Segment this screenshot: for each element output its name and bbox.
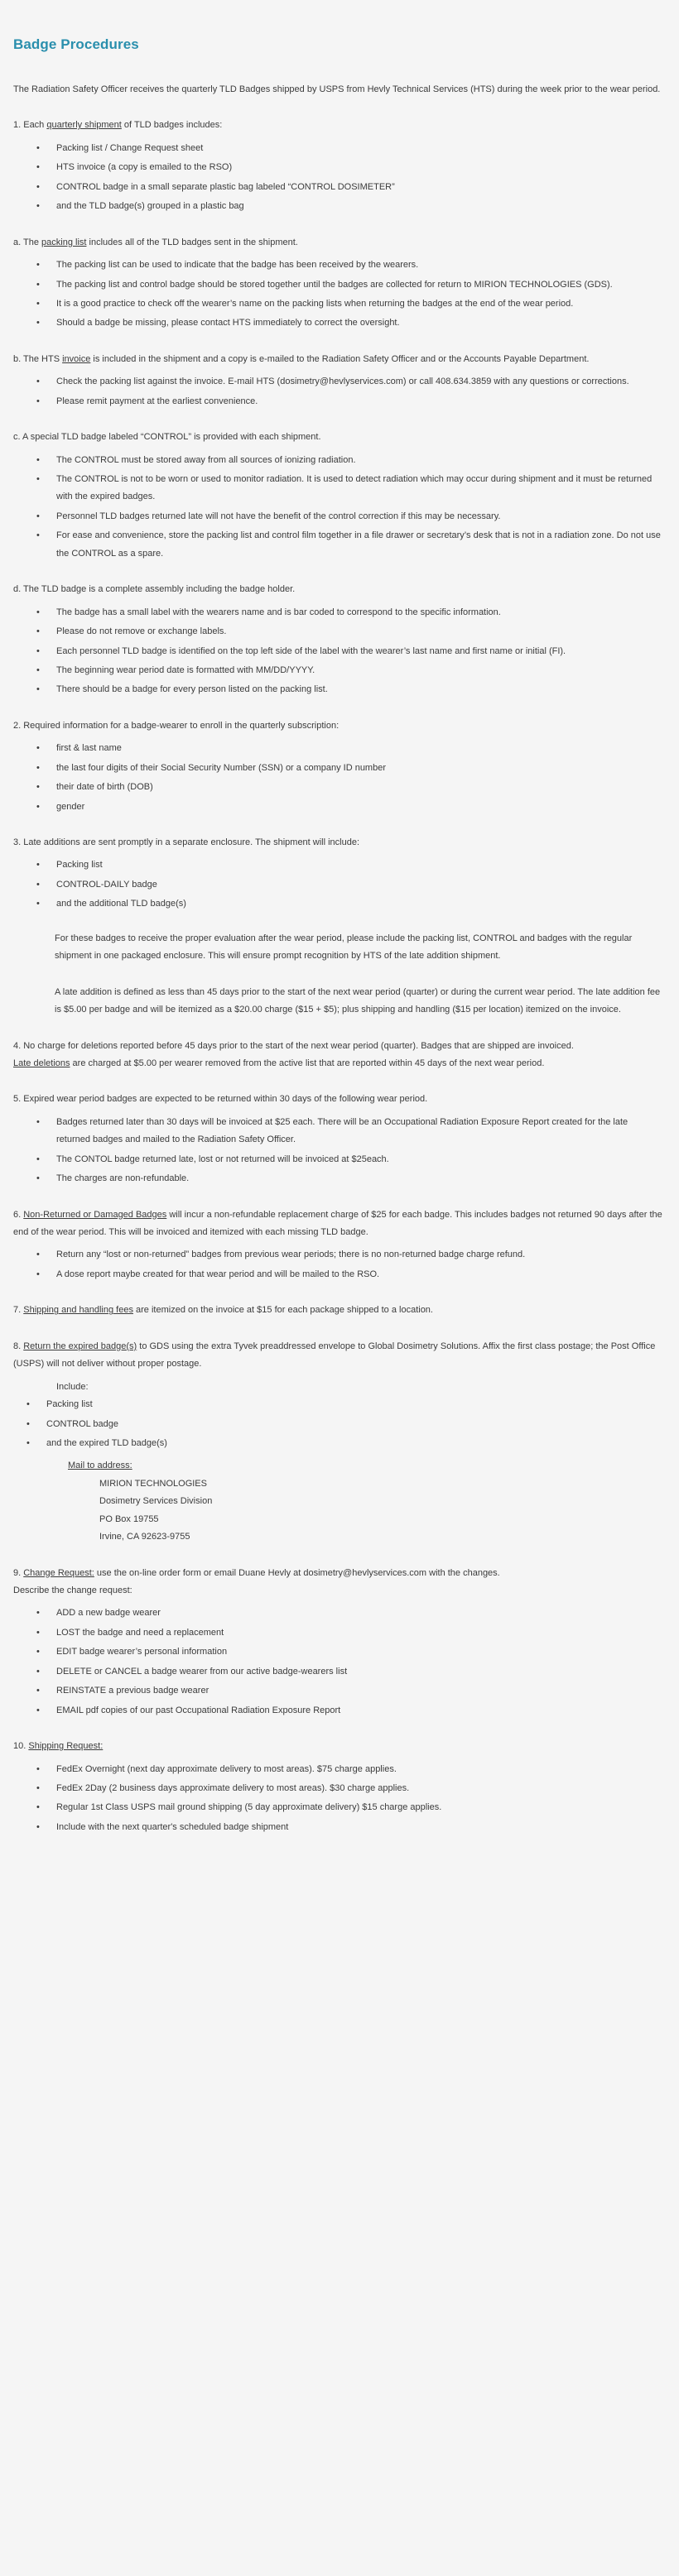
list-item: • Regular 1st Class USPS mail ground shipping (5 day approximate delivery) $15 charge applies.: [8, 1799, 664, 1816]
list-item: • LOST the badge and need a replacement: [8, 1624, 664, 1642]
section-b-bullet-list: [8, 373, 664, 410]
section-6-heading: [13, 1206, 664, 1242]
section-1-heading: [13, 117, 664, 134]
list-item: • DELETE or CANCEL a badge wearer from our active badge-wearers list: [8, 1663, 664, 1681]
section-a-rest: includes all of the TLD badges sent in the shipment.: [86, 237, 298, 247]
intro-paragraph: The Radiation Safety Officer receives the quarterly TLD Badges shipped by USPS from Hevly Technical Services (HTS) during the week prior to the wear period.: [13, 84, 661, 94]
list-item: • FedEx 2Day (2 business days approximate delivery to most areas). $30 charge applies.: [8, 1780, 664, 1797]
section-c-bullet-list: [8, 452, 664, 564]
section-4-line-1: 4. No charge for deletions reported before 45 days prior to the start of the next wear period (quarter). Badges that are shipped are invoiced.: [13, 1040, 574, 1051]
section-5-bullet-list: [8, 1114, 664, 1188]
section-9-heading: [13, 1565, 664, 1582]
section-9-underlined: Change Request:: [23, 1567, 94, 1578]
section-b-rest: is included in the shipment and a copy is e-mailed to the Radiation Safety Officer and or the Accounts Payable Department.: [90, 353, 590, 364]
section-4-line-2: [13, 1055, 664, 1072]
list-item: • CONTROL badge in a small separate plastic bag labeled “CONTROL DOSIMETER”: [8, 179, 664, 196]
list-item: • the last four digits of their Social Security Number (SSN) or a company ID number: [8, 760, 664, 777]
section-10-bullet-list: [8, 1761, 664, 1837]
list-item: • EDIT badge wearer’s personal information: [8, 1643, 664, 1661]
section-8-underlined: Return the expired badge(s): [23, 1341, 137, 1351]
list-item: • ADD a new badge wearer: [8, 1605, 664, 1622]
section-8-number: 8.: [13, 1341, 24, 1351]
list-item: • A dose report maybe created for that wear period and will be mailed to the RSO.: [8, 1266, 664, 1283]
list-item: • Should a badge be missing, please contact HTS immediately to correct the oversight.: [8, 314, 664, 332]
list-item: • and the TLD badge(s) grouped in a plastic bag: [8, 198, 664, 215]
section-3-heading: 3. Late additions are sent promptly in a separate enclosure. The shipment will include:: [13, 837, 360, 847]
address-line: Irvine, CA 92623-9755: [99, 1532, 190, 1542]
section-b-number: b. The HTS: [13, 353, 63, 364]
section-a-heading: [13, 234, 664, 252]
section-1-number: 1. Each: [13, 120, 47, 131]
address-line: Dosimetry Services Division: [99, 1496, 213, 1507]
list-item: • Personnel TLD badges returned late will not have the benefit of the control correction if this may be necessary.: [8, 508, 664, 525]
section-9-number: 9.: [13, 1567, 24, 1578]
section-8-include-label: Include:: [56, 1381, 89, 1392]
list-item: • Badges returned later than 30 days will be invoiced at $25 each. There will be an Occupational Radiation Exposure Report created for the late returned badges and mailed to the Radiation Safety Officer.: [8, 1114, 664, 1149]
mail-to-address-label: Mail to address:: [68, 1461, 132, 1471]
list-item: • The CONTROL must be stored away from all sources of ionizing radiation.: [8, 452, 664, 469]
list-item: • Return any “lost or non-returned” badges from previous wear periods; there is no non-returned badge charge refund.: [8, 1246, 664, 1264]
address-line: MIRION TECHNOLOGIES: [99, 1478, 207, 1489]
section-2-heading: 2. Required information for a badge-wearer to enroll in the quarterly subscription:: [13, 720, 340, 731]
list-item: • their date of birth (DOB): [8, 779, 664, 796]
list-item: • HTS invoice (a copy is emailed to the RSO): [8, 159, 664, 176]
section-d-bullet-list: [8, 604, 664, 699]
section-7-heading: [13, 1302, 664, 1319]
section-2-bullet-list: [8, 740, 664, 816]
list-item: • first & last name: [8, 740, 664, 757]
page-title: Badge Procedures: [13, 36, 139, 52]
list-item: • For ease and convenience, store the packing list and control film together in a file drawer or secretary’s desk that is not in a radiation zone. Do not use the CONTROL as a spare.: [8, 527, 664, 563]
section-c-heading: c. A special TLD badge labeled “CONTROL” is provided with each shipment.: [13, 432, 321, 443]
section-3-note-2: A late addition is defined as less than 45 days prior to the start of the next wear period (quarter) or during the current wear period. The late addition fee is $5.00 per badge and will be itemized as a $20.00 charge ($15 + $5); plus shipping and handling ($15 per location) itemized on the invoice.: [55, 986, 661, 1015]
section-8-rest: to GDS using the extra Tyvek preaddressed envelope to Global Dosimetry Solutions. Affix the first class postage; the Post Office (USPS) will not deliver without proper postage.: [13, 1341, 656, 1370]
section-d-heading: d. The TLD badge is a complete assembly including the badge holder.: [13, 584, 296, 595]
section-1-bullet-list: [8, 140, 664, 216]
list-item: • FedEx Overnight (next day approximate delivery to most areas). $75 charge applies.: [8, 1761, 664, 1778]
list-item: • Packing list: [8, 856, 664, 874]
list-item: • Please do not remove or exchange labels.: [8, 623, 664, 640]
section-10-number: 10.: [13, 1741, 29, 1752]
section-a-underlined: packing list: [41, 237, 87, 247]
section-b-underlined: invoice: [62, 353, 91, 364]
section-8-bullet-list: [8, 1396, 664, 1452]
list-item: • Include with the next quarter's scheduled badge shipment: [8, 1819, 664, 1836]
section-a-number: a. The: [13, 237, 42, 247]
list-item: • Check the packing list against the invoice. E-mail HTS (dosimetry@hevlyservices.com) or call 408.634.3859 with any questions or corrections.: [8, 373, 664, 391]
section-9-bullet-list: [8, 1605, 664, 1720]
list-item: • and the expired TLD badge(s): [8, 1435, 664, 1452]
spacer: [8, 919, 664, 930]
section-b-heading: [13, 351, 664, 368]
list-item: • The beginning wear period date is formatted with MM/DD/YYYY.: [8, 662, 664, 679]
list-item: • The CONTOL badge returned late, lost or not returned will be invoiced at $25each.: [8, 1151, 664, 1168]
section-7-rest: are itemized on the invoice at $15 for each package shipped to a location.: [132, 1305, 433, 1316]
section-1-rest: of TLD badges includes:: [121, 120, 223, 131]
list-item: • The packing list can be used to indicate that the badge has been received by the wearers.: [8, 257, 664, 274]
section-3-bullet-list: [8, 856, 664, 913]
list-item: • The badge has a small label with the wearers name and is bar coded to correspond to the specific information.: [8, 604, 664, 621]
section-3-note-1: For these badges to receive the proper evaluation after the wear period, please include the packing list, CONTROL and badges with the regular shipment in one packaged enclosure. This will ensure prompt recognition by HTS of the late addition shipment.: [55, 933, 633, 962]
section-10-underlined: Shipping Request:: [28, 1741, 104, 1752]
section-5-heading: 5. Expired wear period badges are expected to be returned within 30 days of the following wear period.: [13, 1094, 428, 1105]
list-item: • Packing list: [8, 1396, 664, 1413]
section-8-heading: [13, 1338, 664, 1374]
list-item: • Each personnel TLD badge is identified on the top left side of the label with the wearer’s last name and first name or initial (FI).: [8, 643, 664, 660]
list-item: • EMAIL pdf copies of our past Occupational Radiation Exposure Report: [8, 1702, 664, 1720]
section-6-underlined: Non-Returned or Damaged Badges: [23, 1209, 167, 1220]
section-4-underlined: Late deletions: [13, 1058, 70, 1068]
spacer: [8, 1547, 664, 1565]
list-item: • There should be a badge for every person listed on the packing list.: [8, 681, 664, 698]
list-item: • It is a good practice to check off the wearer’s name on the packing lists when returning the badges at the end of the wear period.: [8, 295, 664, 313]
section-4-rest: are charged at $5.00 per wearer removed from the active list that are reported within 45 days of the next wear period.: [70, 1058, 545, 1068]
section-6-bullet-list: [8, 1246, 664, 1283]
section-9-describe-label: Describe the change request:: [13, 1585, 132, 1595]
section-7-number: 7.: [13, 1305, 24, 1316]
list-item: • Please remit payment at the earliest convenience.: [8, 393, 664, 410]
section-10-heading: [13, 1738, 664, 1755]
section-7-underlined: Shipping and handling fees: [23, 1305, 133, 1316]
list-item: • The packing list and control badge should be stored together until the badges are collected for return to MIRION TECHNOLOGIES (GDS).: [8, 276, 664, 294]
list-item: • CONTROL-DAILY badge: [8, 876, 664, 894]
section-9-rest: use the on-line order form or email Duane Hevly at dosimetry@hevlyservices.com with the changes.: [94, 1567, 500, 1578]
list-item: • and the additional TLD badge(s): [8, 895, 664, 913]
section-6-rest: will incur a non-refundable replacement charge of $25 for each badge. This includes badges not returned 90 days after the end of the wear period. This will be invoiced and itemized with each missing TLD badge.: [13, 1209, 662, 1237]
section-1-underlined: quarterly shipment: [46, 120, 122, 131]
section-a-bullet-list: [8, 257, 664, 333]
list-item: • CONTROL badge: [8, 1416, 664, 1433]
list-item: • Packing list / Change Request sheet: [8, 140, 664, 157]
address-line: PO Box 19755: [99, 1513, 159, 1524]
list-item: • The charges are non-refundable.: [8, 1170, 664, 1187]
list-item: • The CONTROL is not to be worn or used to monitor radiation. It is used to detect radiation which may occur during shipment and it must be returned with the expired badges.: [8, 471, 664, 506]
section-6-number: 6.: [13, 1209, 24, 1220]
list-item: • REINSTATE a previous badge wearer: [8, 1682, 664, 1700]
list-item: • gender: [8, 799, 664, 816]
